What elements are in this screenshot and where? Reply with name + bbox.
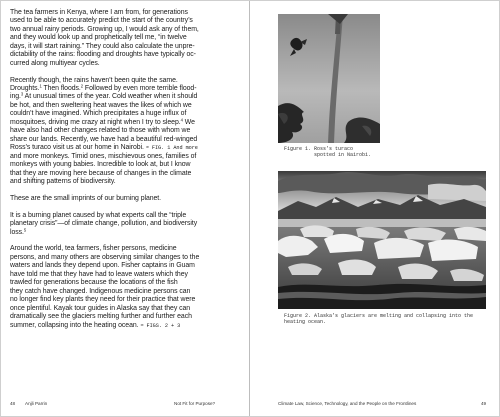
body-line: used to be able to accurately predict the start of the country’s — [10, 17, 193, 25]
footnote-marker: 4 — [180, 117, 183, 123]
footer-running-title: Climate Law, Science, Technology, and the People on the Frontlines — [278, 401, 417, 406]
body-line: days, it will start raining.” They could also calculate the unpre- — [10, 42, 195, 50]
body-line: Recently though, the rains haven’t been quite the same. — [10, 76, 178, 84]
figure-2-photo — [278, 171, 486, 309]
body-line: The tea farmers in Kenya, where I am from, for generations — [10, 9, 188, 16]
body-line: and they would look up and prophetically tell me, “in twelve — [10, 34, 187, 42]
body-line: couldn’t have imagined. Which precipitates a huge influx of — [10, 110, 187, 118]
body-line: summer, collapsing into the heating ocean. ≈ FIGS. 2 + 3 — [10, 321, 181, 329]
figure-1-caption-line-1: Ross’s turaco — [314, 146, 354, 152]
body-line: and shifting patterns of biodiversity. — [10, 178, 116, 185]
figure-1-photo — [278, 14, 380, 143]
body-line: Around the world, tea farmers, fisher persons, medicine — [10, 245, 177, 253]
figure-reference: ≈ FIG. 1 And more — [145, 145, 198, 152]
body-line: persons, and many others are observing similar changes to the — [10, 253, 200, 261]
body-line: mosquitoes, driving me crazy at night when I try to sleep.$^4$ We — [10, 117, 195, 126]
body-text — [10, 9, 240, 338]
body-line: waters and lands they depend upon. Fisher captains in Guam — [10, 262, 195, 270]
body-paragraph — [10, 9, 240, 68]
body-line: that they are moving here because of changes in the climate — [10, 169, 192, 177]
body-line: monkeys with young babies. Incredible to look at, but I know — [10, 161, 191, 169]
body-line: Droughts.$^1$ Then floods.$^2$ Followed by even more terrible flood- — [10, 83, 197, 93]
figure-reference: ≈ FIGS. 2 + 3 — [140, 322, 181, 329]
body-line: they catch have changed. Indigenous medicine persons can — [10, 287, 191, 295]
body-line: share our lands. Recently, we have had a beautiful red-winged — [10, 135, 198, 143]
footnote-marker: 3 — [20, 91, 24, 97]
body-line: These are the small imprints of our burning planet. — [10, 194, 162, 202]
body-line: dramatically see the glaciers melting further and further each — [10, 313, 192, 321]
body-line: have also had other changes related to those with whom we — [10, 127, 191, 135]
body-line: have told me that they have had to leave waters which they — [10, 270, 188, 278]
body-line: and more monkeys. Timid ones, mischievous ones, families of — [10, 152, 197, 160]
glacier-ice-icon — [278, 171, 486, 309]
footnote-marker: 2 — [80, 83, 84, 89]
body-paragraph — [10, 195, 240, 203]
footer-page-number-left: 48 — [10, 401, 16, 406]
body-line: trawled for generations because the locations of the fish — [10, 279, 178, 287]
body-line: be hot, and then sweltering heat waves the likes of which we — [10, 101, 192, 109]
footnote-marker: 5 — [23, 227, 27, 233]
footer-author: Anjli Parrin — [25, 401, 48, 406]
body-paragraph — [10, 77, 240, 187]
body-line: no longer find key plants they need for their practice that were — [10, 296, 196, 304]
figure-2-number: Figure 2. — [284, 313, 312, 319]
footnote-marker: 1 — [39, 83, 42, 89]
figure-1-caption-line-2: spotted in Nairobi. — [314, 152, 372, 158]
body-line: curred along multiyear cycles. — [10, 59, 100, 67]
body-line: loss.$^5$ — [10, 227, 27, 236]
body-line: ing.$^3$ At unusual times of the year. Cold weather when it should — [10, 91, 198, 101]
body-line: planetary crisis”—of climate change, pollution, and biodiversity — [10, 220, 198, 228]
figure-2-caption — [284, 313, 473, 325]
body-line: It is a burning planet caused by what experts call the “triple — [10, 211, 187, 219]
body-line: Ross’s turaco visit us at our home in Nairobi. ≈ FIG. 1 And more — [10, 144, 198, 152]
figure-2-caption-line-1: Alaska’s glaciers are melting and collapsing into the — [314, 313, 474, 319]
body-line: once plentiful. Kayak tour guides in Alaska say that they can — [10, 304, 191, 312]
body-line: dictability of the rains: flooding and droughts have typically oc- — [10, 51, 196, 59]
footer-book-title: Not Fit for Purpose? — [174, 401, 216, 406]
body-paragraph — [10, 212, 240, 237]
body-line: two annual rainy periods. Growing up, I would ask any of them, — [10, 25, 199, 33]
figure-1-caption — [284, 146, 371, 158]
body-paragraph — [10, 245, 240, 330]
footer-page-number-right: 49 — [481, 401, 487, 406]
figure-2-caption-line-2: heating ocean. — [284, 319, 327, 325]
figure-1-number: Figure 1. — [284, 146, 312, 152]
left-page — [0, 0, 249, 417]
palm-tree-bird-icon — [278, 14, 380, 143]
right-page — [250, 0, 500, 417]
